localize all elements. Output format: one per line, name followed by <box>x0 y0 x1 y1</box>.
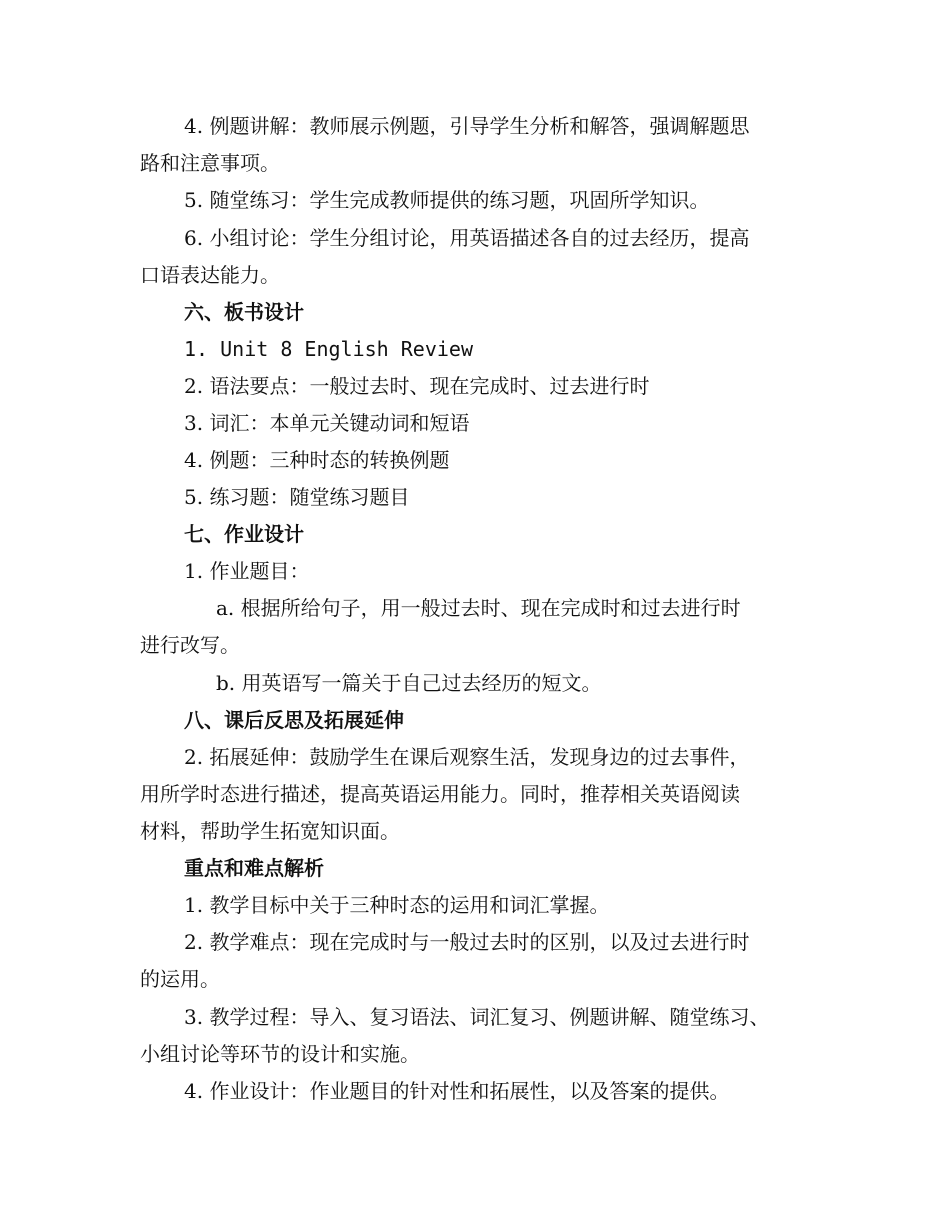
board-item-1: 1. Unit 8 English Review <box>184 337 473 361</box>
homework-subitem-a: a. 根据所给句子，用一般过去时、现在完成时和过去进行时 <box>216 596 741 620</box>
key-point-1: 1. 教学目标中关于三种时态的运用和词汇掌握。 <box>184 893 610 917</box>
step-6-continuation: 口语表达能力。 <box>140 263 280 287</box>
section-heading-board-design: 六、板书设计 <box>184 300 304 324</box>
key-point-4: 4. 作业设计：作业题目的针对性和拓展性，以及答案的提供。 <box>184 1079 730 1103</box>
step-4-continuation: 路和注意事项。 <box>140 151 280 175</box>
board-item-2: 2. 语法要点：一般过去时、现在完成时、过去进行时 <box>184 374 650 398</box>
step-5-classroom-practice: 5. 随堂练习：学生完成教师提供的练习题，巩固所学知识。 <box>184 188 710 212</box>
extension-item-2: 2. 拓展延伸：鼓励学生在课后观察生活，发现身边的过去事件， <box>184 745 750 769</box>
board-item-4: 4. 例题：三种时态的转换例题 <box>184 448 450 472</box>
key-point-3: 3. 教学过程：导入、复习语法、词汇复习、例题讲解、随堂练习、 <box>184 1005 770 1029</box>
board-item-5: 5. 练习题：随堂练习题目 <box>184 485 410 509</box>
key-point-2-continuation: 的运用。 <box>140 967 220 991</box>
board-item-3: 3. 词汇：本单元关键动词和短语 <box>184 411 470 435</box>
extension-item-2-line-3: 材料，帮助学生拓宽知识面。 <box>140 819 400 843</box>
section-heading-key-difficult-points: 重点和难点解析 <box>184 856 324 880</box>
section-heading-homework-design: 七、作业设计 <box>184 522 304 546</box>
section-heading-reflection-extension: 八、课后反思及拓展延伸 <box>184 708 404 732</box>
key-point-2: 2. 教学难点：现在完成时与一般过去时的区别，以及过去进行时 <box>184 930 750 954</box>
homework-item-1: 1. 作业题目： <box>184 559 310 583</box>
homework-subitem-b: b. 用英语写一篇关于自己过去经历的短文。 <box>216 671 602 695</box>
key-point-3-continuation: 小组讨论等环节的设计和实施。 <box>140 1042 420 1066</box>
step-6-group-discussion: 6. 小组讨论：学生分组讨论，用英语描述各自的过去经历，提高 <box>184 226 750 250</box>
homework-subitem-a-continuation: 进行改写。 <box>140 633 240 657</box>
extension-item-2-line-2: 用所学时态进行描述，提高英语运用能力。同时，推荐相关英语阅读 <box>140 782 740 806</box>
step-4-example-explanation: 4. 例题讲解：教师展示例题，引导学生分析和解答，强调解题思 <box>184 114 750 138</box>
